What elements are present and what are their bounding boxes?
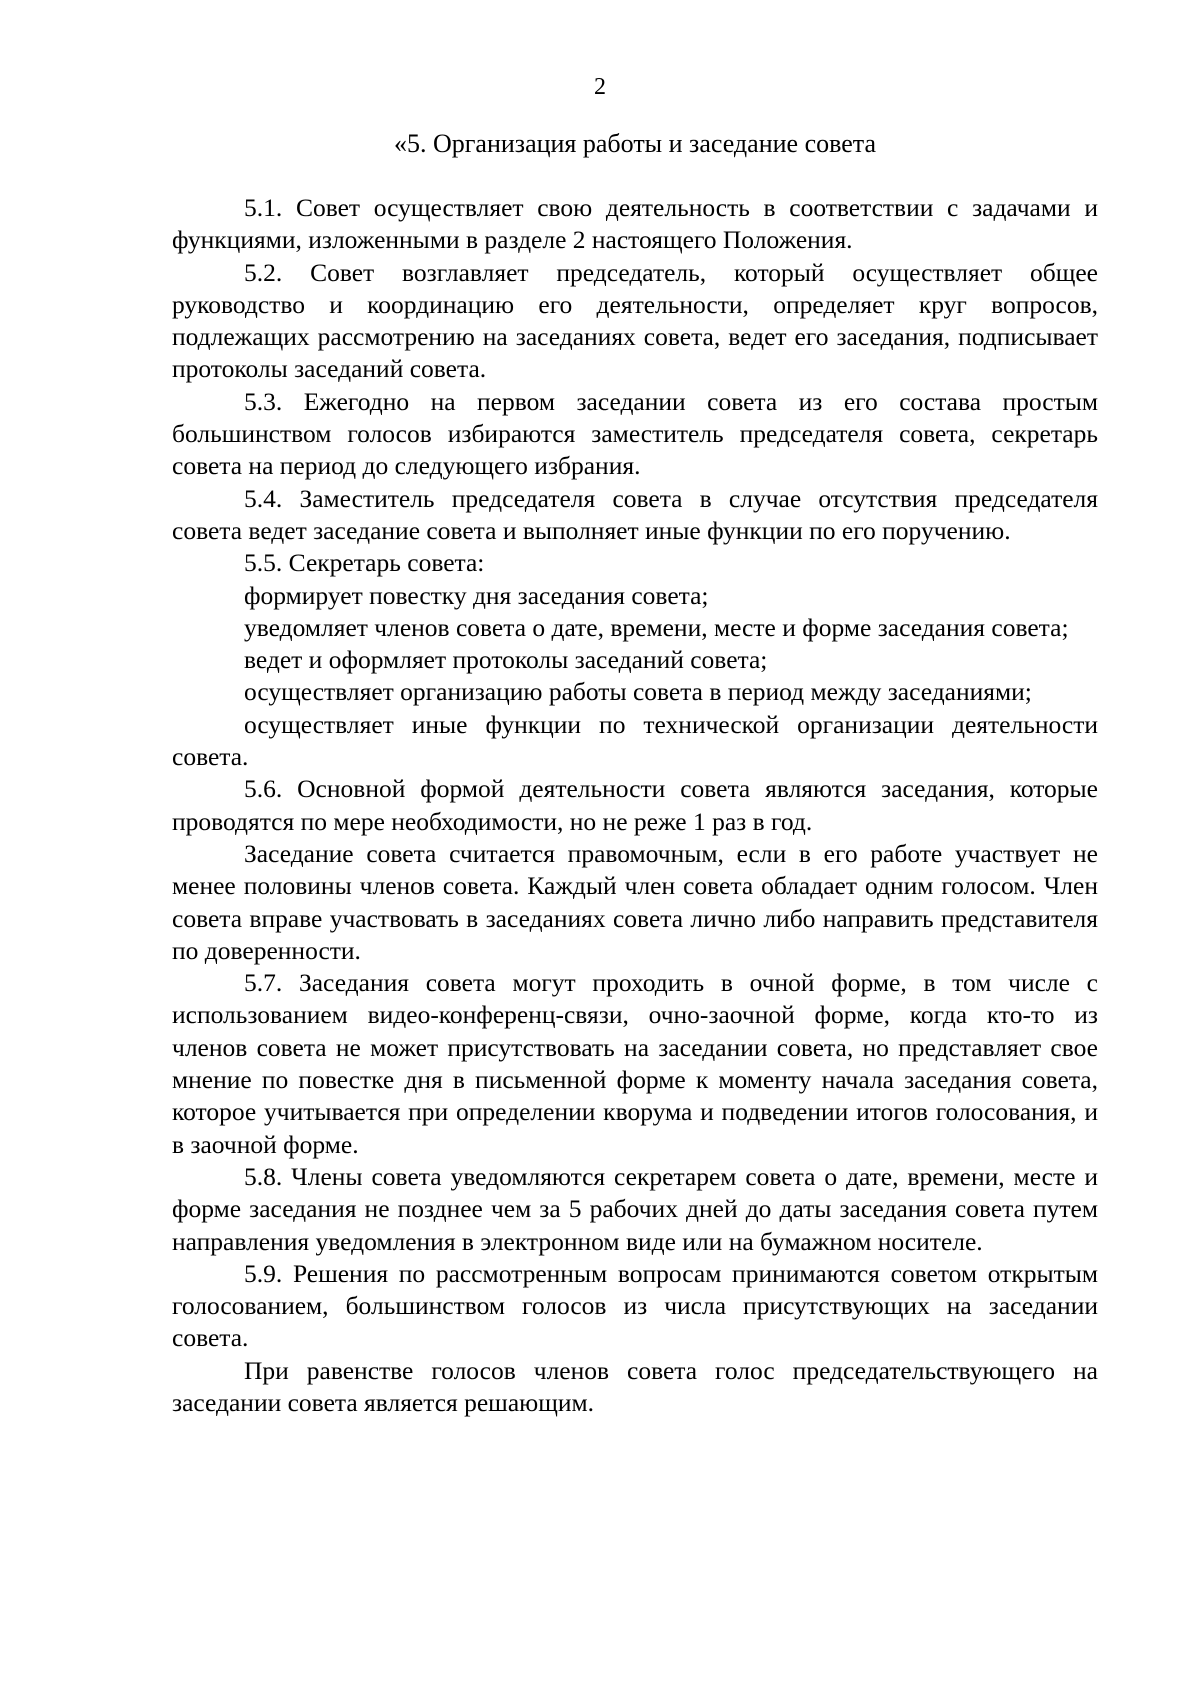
paragraph-quorum: Заседание совета считается правомочным, если в его работе участвует не менее половины членов совета. Каждый член совета обладает одним голосом. Член совета вправе участвовать в заседаниях совета лично либо направить представителя по доверенности. — [172, 838, 1098, 965]
list-item: осуществляет организацию работы совета в период между заседаниями; — [244, 677, 1032, 707]
paragraph-5-3: 5.3. Ежегодно на первом заседании совета из его состава простым большинством голосов избираются заместитель председателя совета, секретарь совета на период до следующего избрания. — [172, 386, 1098, 481]
document-body — [172, 192, 1098, 1419]
paragraph-5-1: 5.1. Совет осуществляет свою деятельность в соответствии с задачами и функциями, изложенными в разделе 2 настоящего Положения. — [172, 193, 1098, 255]
list-item: ведет и оформляет протоколы заседаний совета; — [244, 645, 768, 675]
list-item: уведомляет членов совета о дате, времени, месте и форме заседания совета; — [244, 612, 1069, 642]
paragraph-tie-vote: При равенстве голосов членов совета голос председательствующего на заседании совета является решающим. — [172, 1355, 1098, 1417]
paragraph-5-7: 5.7. Заседания совета могут проходить в очной форме, в том числе с использованием видео-конференц-связи, очно-заочной форме, когда кто-то из членов совета не может присутствовать на заседании совета, но представляет свое мнение по повестке дня в письменной форме к моменту начала заседания совета, которое учитывается при определении кворума и подведении итогов голосования, и в заочной форме. — [172, 968, 1098, 1159]
paragraph-5-8: 5.8. Члены совета уведомляются секретарем совета о дате, времени, месте и форме заседания не позднее чем за 5 рабочих дней до даты заседания совета путем направления уведомления в электронном виде или на бумажном носителе. — [172, 1161, 1098, 1256]
paragraph-5-2: 5.2. Совет возглавляет председатель, который осуществляет общее руководство и координацию его деятельности, определяет круг вопросов, подлежащих рассмотрению на заседаниях совета, ведет его заседания, подписывает протоколы заседаний совета. — [172, 257, 1098, 384]
list-item: формирует повестку дня заседания совета; — [244, 580, 709, 610]
list-item: осуществляет иные функции по технической организации деятельности совета. — [172, 709, 1098, 772]
paragraph-5-4: 5.4. Заместитель председателя совета в случае отсутствия председателя совета ведет заседание совета и выполняет иные функции по его поручению. — [172, 483, 1098, 545]
section-title: «5. Организация работы и заседание совета — [393, 129, 876, 158]
paragraph-5-9: 5.9. Решения по рассмотренным вопросам принимаются советом открытым голосованием, большинством голосов из числа присутствующих на заседании совета. — [172, 1258, 1098, 1353]
paragraph-5-5: 5.5. Секретарь совета: — [244, 548, 485, 578]
page-number: 2 — [594, 74, 606, 100]
paragraph-5-6: 5.6. Основной формой деятельности совета являются заседания, которые проводятся по мере необходимости, но не реже 1 раз в год. — [172, 774, 1098, 836]
